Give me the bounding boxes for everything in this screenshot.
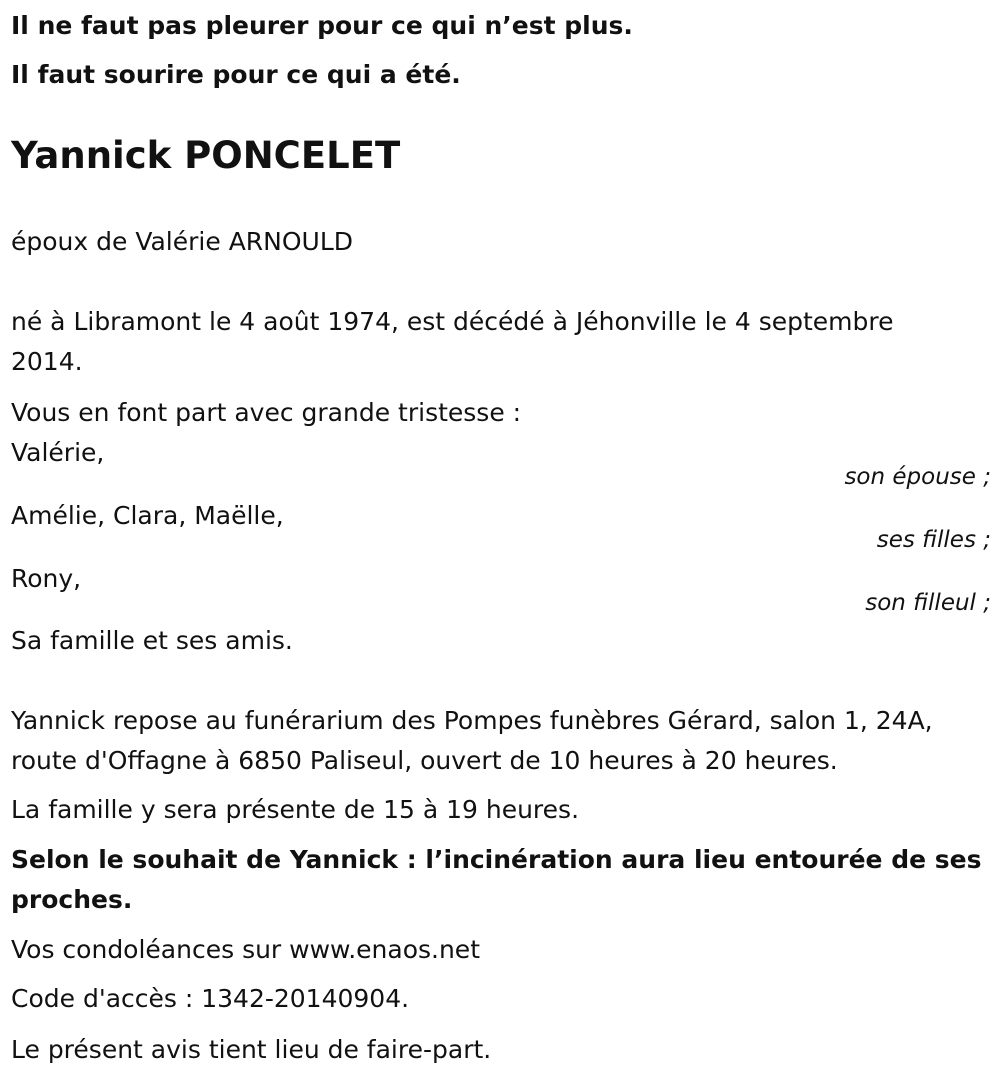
birth-death-line-2: 2014. bbox=[11, 347, 83, 376]
family-member-name: Valérie, bbox=[11, 438, 105, 467]
quote-line-2: Il faut sourire pour ce qui a été. bbox=[11, 60, 461, 89]
family-member-name: Amélie, Clara, Maëlle, bbox=[11, 501, 284, 530]
access-code: Code d'accès : 1342-20140904. bbox=[11, 984, 410, 1013]
rest-location-line-1: Yannick repose au funérarium des Pompes funèbres Gérard, salon 1, 24A, bbox=[11, 706, 933, 735]
quote-line-1: Il ne faut pas pleurer pour ce qui n’est plus. bbox=[11, 11, 633, 40]
closing-family: Sa famille et ses amis. bbox=[11, 626, 293, 655]
wish-line-1: Selon le souhait de Yannick : l’incinération aura lieu entourée de ses bbox=[11, 845, 982, 874]
family-presence: La famille y sera présente de 15 à 19 heures. bbox=[11, 795, 580, 824]
family-member-relation: ses filles ; bbox=[876, 527, 991, 553]
family-member-name: Rony, bbox=[11, 564, 82, 593]
deceased-name: Yannick PONCELET bbox=[11, 134, 401, 177]
family-member-relation: son épouse ; bbox=[844, 464, 991, 490]
spouse-line: époux de Valérie ARNOULD bbox=[11, 227, 354, 256]
family-member-relation: son filleul ; bbox=[865, 590, 991, 616]
condolences-link: Vos condoléances sur www.enaos.net bbox=[11, 935, 480, 964]
rest-location-line-2: route d'Offagne à 6850 Paliseul, ouvert de 10 heures à 20 heures. bbox=[11, 746, 838, 775]
announcement-intro: Vous en font part avec grande tristesse : bbox=[11, 398, 522, 427]
wish-line-2: proches. bbox=[11, 885, 133, 914]
birth-death-line-1: né à Libramont le 4 août 1974, est décédé à Jéhonville le 4 septembre bbox=[11, 307, 894, 336]
notice-statement: Le présent avis tient lieu de faire-part. bbox=[11, 1035, 492, 1064]
